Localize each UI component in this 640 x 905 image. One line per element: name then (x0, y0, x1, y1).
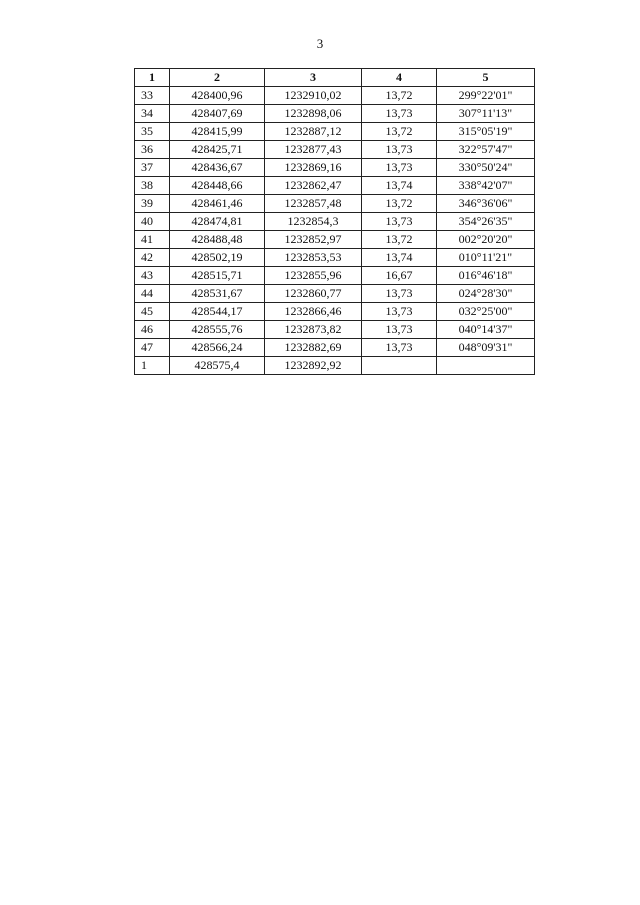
cell-bearing: 307°11'13" (437, 105, 535, 123)
cell-point-number: 46 (135, 321, 170, 339)
header-y-coordinate: 3 (265, 69, 362, 87)
cell-y-coordinate: 1232898,06 (265, 105, 362, 123)
cell-point-number: 36 (135, 141, 170, 159)
cell-x-coordinate: 428448,66 (170, 177, 265, 195)
cell-distance: 13,72 (362, 123, 437, 141)
cell-point-number: 35 (135, 123, 170, 141)
coordinates-table (134, 68, 535, 375)
header-row (135, 69, 535, 87)
cell-y-coordinate: 1232869,16 (265, 159, 362, 177)
cell-bearing: 354°26'35" (437, 213, 535, 231)
cell-x-coordinate: 428400,96 (170, 87, 265, 105)
cell-bearing: 322°57'47" (437, 141, 535, 159)
cell-distance: 16,67 (362, 267, 437, 285)
cell-distance: 13,73 (362, 105, 437, 123)
cell-x-coordinate: 428502,19 (170, 249, 265, 267)
cell-x-coordinate: 428555,76 (170, 321, 265, 339)
table-row (135, 357, 535, 375)
cell-x-coordinate: 428566,24 (170, 339, 265, 357)
cell-point-number: 42 (135, 249, 170, 267)
cell-x-coordinate: 428425,71 (170, 141, 265, 159)
cell-bearing: 346°36'06" (437, 195, 535, 213)
header-x-coordinate: 2 (170, 69, 265, 87)
cell-distance: 13,72 (362, 87, 437, 105)
cell-x-coordinate: 428415,99 (170, 123, 265, 141)
cell-bearing: 040°14'37" (437, 321, 535, 339)
table-row (135, 249, 535, 267)
cell-y-coordinate: 1232857,48 (265, 195, 362, 213)
table-row (135, 159, 535, 177)
cell-bearing: 010°11'21" (437, 249, 535, 267)
table-row (135, 105, 535, 123)
cell-bearing: 315°05'19" (437, 123, 535, 141)
cell-y-coordinate: 1232852,97 (265, 231, 362, 249)
cell-distance: 13,72 (362, 231, 437, 249)
cell-y-coordinate: 1232887,12 (265, 123, 362, 141)
table-row (135, 285, 535, 303)
table-row (135, 339, 535, 357)
page-number: 3 (316, 36, 324, 51)
cell-point-number: 34 (135, 105, 170, 123)
cell-bearing: 032°25'00" (437, 303, 535, 321)
cell-y-coordinate: 1232860,77 (265, 285, 362, 303)
header-point-number: 1 (135, 69, 170, 87)
cell-point-number: 47 (135, 339, 170, 357)
cell-bearing: 024°28'30" (437, 285, 535, 303)
cell-bearing: 299°22'01" (437, 87, 535, 105)
cell-y-coordinate: 1232910,02 (265, 87, 362, 105)
cell-point-number: 44 (135, 285, 170, 303)
cell-y-coordinate: 1232853,53 (265, 249, 362, 267)
table-row (135, 123, 535, 141)
cell-point-number: 33 (135, 87, 170, 105)
header-bearing: 5 (437, 69, 535, 87)
cell-point-number: 45 (135, 303, 170, 321)
cell-y-coordinate: 1232892,92 (265, 357, 362, 375)
header-distance: 4 (362, 69, 437, 87)
table-row (135, 267, 535, 285)
cell-point-number: 41 (135, 231, 170, 249)
cell-bearing: 330°50'24" (437, 159, 535, 177)
cell-x-coordinate: 428474,81 (170, 213, 265, 231)
cell-bearing: 048°09'31" (437, 339, 535, 357)
cell-x-coordinate: 428407,69 (170, 105, 265, 123)
table-row (135, 87, 535, 105)
cell-distance: 13,73 (362, 141, 437, 159)
cell-bearing: 002°20'20" (437, 231, 535, 249)
cell-y-coordinate: 1232866,46 (265, 303, 362, 321)
cell-point-number: 37 (135, 159, 170, 177)
cell-distance: 13,74 (362, 177, 437, 195)
cell-x-coordinate: 428436,67 (170, 159, 265, 177)
table-row (135, 231, 535, 249)
table-row (135, 303, 535, 321)
cell-point-number: 38 (135, 177, 170, 195)
cell-y-coordinate: 1232854,3 (265, 213, 362, 231)
cell-point-number: 43 (135, 267, 170, 285)
cell-point-number: 40 (135, 213, 170, 231)
table-row (135, 195, 535, 213)
table-body (135, 87, 535, 375)
cell-distance: 13,73 (362, 321, 437, 339)
cell-distance: 13,73 (362, 213, 437, 231)
table-row (135, 321, 535, 339)
cell-x-coordinate: 428531,67 (170, 285, 265, 303)
cell-x-coordinate: 428488,48 (170, 231, 265, 249)
cell-distance: 13,74 (362, 249, 437, 267)
table-row (135, 141, 535, 159)
cell-x-coordinate: 428544,17 (170, 303, 265, 321)
cell-y-coordinate: 1232862,47 (265, 177, 362, 195)
table-row (135, 177, 535, 195)
cell-distance: 13,72 (362, 195, 437, 213)
cell-distance (362, 357, 437, 375)
cell-distance: 13,73 (362, 339, 437, 357)
cell-bearing (437, 357, 535, 375)
table-row (135, 213, 535, 231)
cell-point-number: 1 (135, 357, 170, 375)
cell-bearing: 016°46'18" (437, 267, 535, 285)
cell-y-coordinate: 1232873,82 (265, 321, 362, 339)
cell-x-coordinate: 428575,4 (170, 357, 265, 375)
cell-distance: 13,73 (362, 303, 437, 321)
cell-x-coordinate: 428461,46 (170, 195, 265, 213)
cell-distance: 13,73 (362, 285, 437, 303)
cell-point-number: 39 (135, 195, 170, 213)
cell-distance: 13,73 (362, 159, 437, 177)
table-header (135, 69, 535, 87)
cell-y-coordinate: 1232877,43 (265, 141, 362, 159)
cell-bearing: 338°42'07" (437, 177, 535, 195)
cell-y-coordinate: 1232882,69 (265, 339, 362, 357)
cell-y-coordinate: 1232855,96 (265, 267, 362, 285)
cell-x-coordinate: 428515,71 (170, 267, 265, 285)
